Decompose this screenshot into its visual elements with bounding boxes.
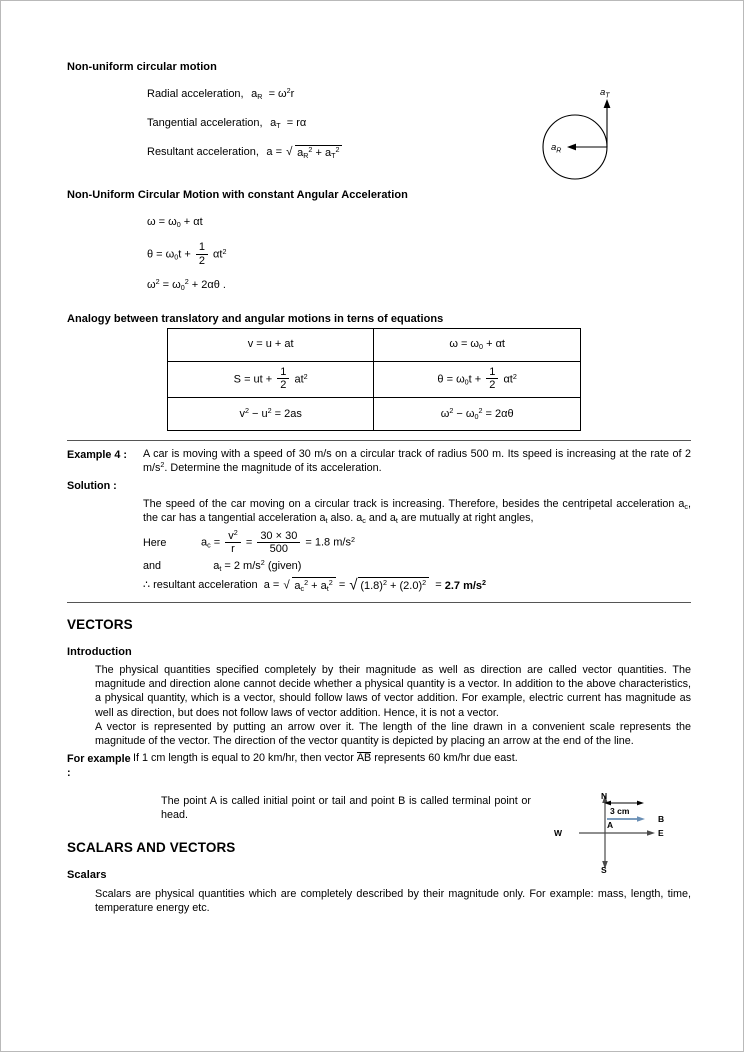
value-1-8: 1.8: [364, 580, 380, 593]
theta-expression: $\theta = \omega_0t$ + $\frac{1}{2}$ $\alpha t^2$: [147, 241, 227, 267]
cell-translatory-2: S = ut + $\frac{1}{2}$ $at^2$: [168, 361, 374, 398]
example-statement-row: [67, 447, 691, 475]
dimension-label: 3 cm: [610, 806, 630, 816]
here-label: Here: [143, 536, 167, 549]
example-statement-part1: A car is moving with a speed of 30 m/s on a circular track of radius 500 m. Its speed is increasing at the rate of 2 m/s: [143, 448, 691, 475]
formula-radial-acceleration: [147, 85, 691, 103]
omega-expression: $\omega = \omega_0 + \alpha t$: [147, 215, 203, 229]
label-point-b: B: [658, 814, 665, 824]
point-a-b-paragraph: The point A is called initial point or tail and point B is called terminal point or head.: [161, 794, 531, 821]
label-west: W: [554, 828, 563, 838]
label-east: E: [658, 828, 664, 838]
formula-omega: [147, 213, 691, 231]
value-at: = 2 m/s: [224, 559, 261, 572]
analogy-table: [167, 328, 581, 432]
value-2-0: 2.0: [403, 580, 419, 593]
formula-omega-squared: [147, 277, 691, 295]
solution-text-4: and a: [365, 512, 396, 525]
heading-analogy: Analogy between translatory and angular motions in terns of equations: [67, 312, 444, 325]
example-block: [67, 440, 691, 603]
ac-equation: $a_c$ = $\frac{v^2}{r}$ = $\frac{30 \times 30}{500}$ = 1.8 $m/s^2$: [201, 527, 355, 555]
calc-row-resultant: [143, 577, 691, 594]
and-label: and: [143, 559, 162, 572]
solution-calculations: [143, 527, 691, 594]
scalars-paragraph: Scalars are physical quantities which are completely described by their magnitude only. For example: mass, length, time, temperature energy etc.: [95, 888, 691, 915]
example-top-rule: [67, 440, 691, 441]
solution-label: Solution :: [67, 479, 117, 492]
numerator-30x30: 30 × 30: [260, 529, 298, 542]
heading-introduction: Introduction: [67, 646, 132, 659]
label-south: S: [601, 865, 607, 873]
for-example-label: For example :: [67, 753, 131, 780]
heading-non-uniform-circular-motion: Non-uniform circular motion: [67, 61, 217, 73]
formula-theta: [147, 242, 691, 268]
table-row: [168, 398, 581, 431]
heading-constant-angular-acceleration: Non-Uniform Circular Motion with constant Angular Acceleration: [67, 189, 408, 201]
label-north: N: [601, 791, 608, 801]
unit-ac: m/s: [333, 536, 351, 549]
radial-acceleration-label: Radial acceleration,: [147, 87, 244, 100]
table-row: [168, 361, 581, 398]
vectors-intro-paragraph-2: A vector is represented by putting an arrow over it. The length of the line drawn in a convenient scale represents the magnitude of the vector. The direction of the vector quantity is depicted by placing an arrow at the end of the line.: [95, 720, 691, 748]
example-statement: A car is moving with a speed of 30 m/s on a circular track of radius 500 m. Its speed is increasing at the rate of 2 $m/s^2$. Determine the magnitude of its acceleration.: [143, 448, 691, 475]
calc-row-and: [143, 559, 691, 574]
cell-translatory-1: v = u + at: [168, 328, 374, 361]
formula-resultant-acceleration: [147, 143, 691, 161]
solution-text: The speed of the car moving on a circular track is increasing. Therefore, besides the centripetal acceleration $a_c$, the car has a tangential acceleration $a_t$ also. $a_c$ and $a_t$ are mutually at right angles,: [143, 497, 691, 526]
for-example-row: [67, 751, 691, 780]
tangential-acceleration-expression: $a_T = r\alpha$: [267, 116, 307, 130]
example-label: Example 4 :: [67, 449, 128, 462]
cell-translatory-3: $v^2 - u^2 = 2as$: [168, 398, 374, 431]
solution-text-3: also. a: [327, 512, 363, 525]
solution-text-5: are mutually at right angles,: [397, 512, 534, 525]
table-row: [168, 328, 581, 361]
cell-angular-1: $\omega = \omega_0 + \alpha t$: [374, 328, 581, 361]
solution-text-1: The speed of the car moving on a circular track is increasing. Therefore, besides the centripetal acceleration a: [143, 497, 685, 510]
resultant-acceleration-expression: a = √ $a_R^2 + a_T^2$: [263, 145, 342, 159]
for-example-text-2: represents 60 km/hr due east.: [374, 752, 518, 765]
radial-acceleration-expression: $a_R = \omega^2r$: [248, 85, 295, 101]
tangential-acceleration-label: Tangential acceleration,: [147, 116, 263, 129]
calc-row-here: [143, 527, 691, 556]
denominator-500: 500: [257, 542, 300, 555]
heading-vectors: VECTORS: [67, 617, 133, 633]
vector-ab-overline: AB: [356, 752, 372, 765]
resultant-acceleration-label: Resultant acceleration,: [147, 145, 259, 158]
cell-angular-2: $\theta = \omega_0t$ + $\frac{1}{2}$ $\alpha t^2$: [374, 361, 581, 398]
at-given-note: (given): [267, 559, 302, 572]
example-statement-part2: . Determine the magnitude of its acceleration.: [164, 462, 382, 475]
document-content: [67, 61, 691, 915]
resultant-equation: ∴ resultant acceleration a = √ $a_c^2 + a_t^2$ = √ $(1.8)^2 + (2.0)^2 = 2.7$ $m/s^2$: [143, 577, 487, 594]
omega-squared-expression: $\omega^2 = \omega_0^2 + 2\alpha\theta$ .: [147, 277, 226, 293]
for-example-body: [133, 751, 533, 765]
heading-scalars-and-vectors: SCALARS AND VECTORS: [67, 840, 236, 856]
formula-tangential-acceleration: [147, 114, 691, 132]
at-equation: $a_t = 2$ $m/s^2$ (given): [201, 557, 302, 573]
for-example-text-1: If 1 cm length is equal to 20 km/hr, then vector: [133, 752, 354, 765]
label-a-radial: $a_R$: [551, 142, 562, 155]
label-point-a: A: [607, 820, 614, 830]
example-bottom-rule: [67, 602, 691, 603]
resultant-text: resultant acceleration: [153, 579, 258, 592]
vectors-intro-paragraph-1: The physical quantities specified completely by their magnitude as well as direction are called vector quantities. The magnitude and direction alone cannot decide whether a physical quantity is a vector. In addition to the above characteristics, a physical quantity, which is a vector, should follow laws of vector addition. For example, electric current has magnitude as well as direction, but does not follow laws of vector addition. Hence, it is not a vector.: [95, 664, 691, 719]
answer-value: 2.7 m/s: [444, 579, 483, 592]
solution-text-2: , the car has a tangential acceleration a: [143, 497, 691, 525]
heading-scalars: Scalars: [67, 869, 107, 882]
cell-angular-3: $\omega^2 - \omega_0^2 = 2\alpha\theta$: [374, 398, 581, 431]
label-a-tangential: $a_T$: [600, 87, 610, 100]
value-ac: 1.8: [314, 536, 331, 549]
